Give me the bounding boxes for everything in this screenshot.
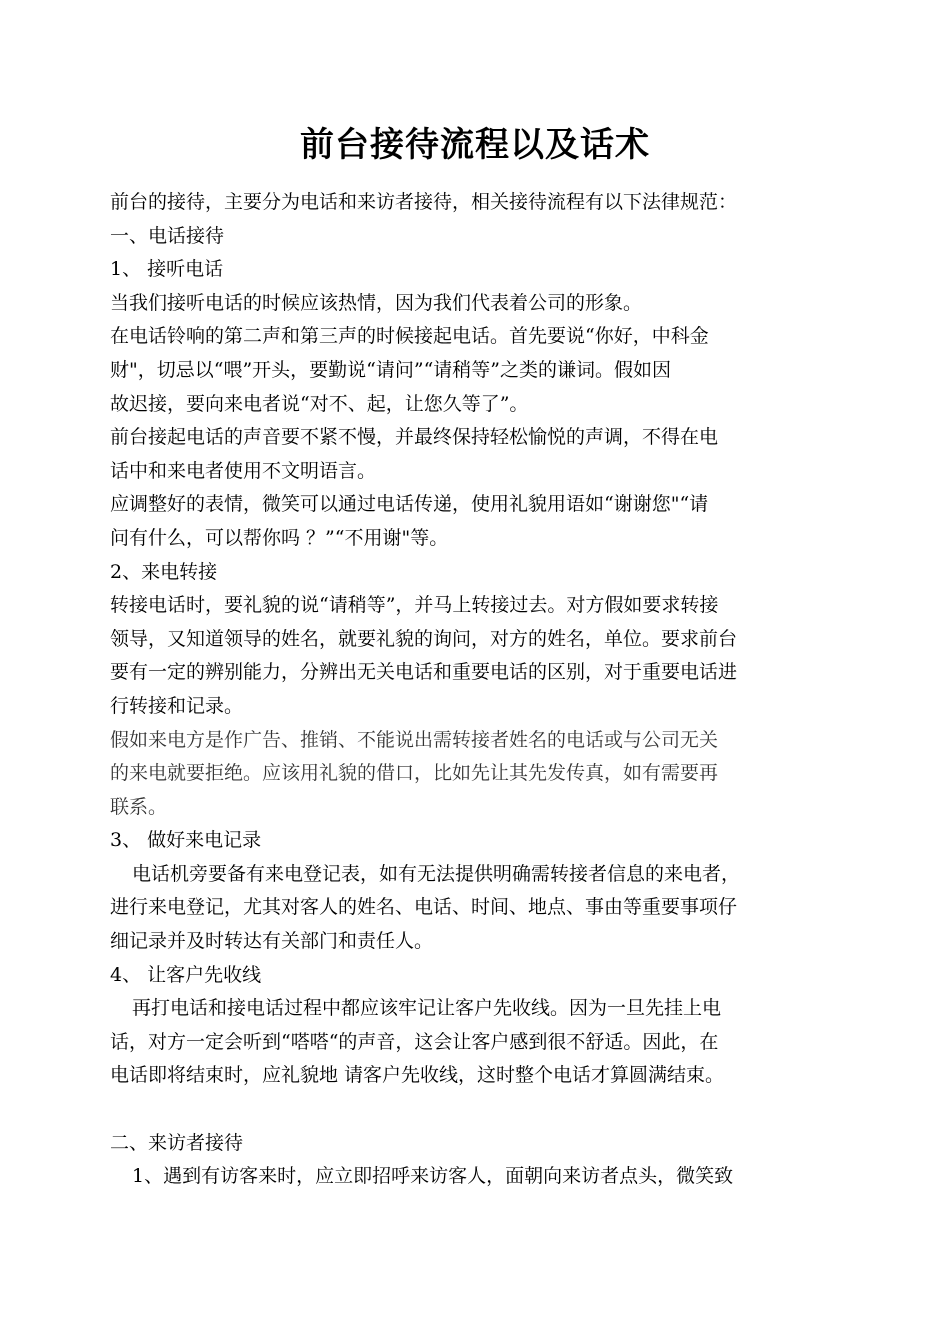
subheading-answer-phone: 1、 接听电话: [110, 258, 224, 281]
paragraph-line: 再打电话和接电话过程中都应该牢记让客户先收线。因为一旦先挂上电: [132, 997, 722, 1020]
paragraph-line: 财"，切忌以“喂”开头，要勤说“请问”“请稍等”之类的谦词。假如因: [110, 358, 672, 381]
paragraph-line: 假如来电方是作广告、推销、不能说出需转接者姓名的电话或与公司无关: [110, 728, 719, 751]
paragraph-line: 话中和来电者使用不文明语言。: [110, 459, 377, 482]
paragraph-line: 1、遇到有访客来时，应立即招呼来访客人，面朝向来访者点头，微笑致: [132, 1165, 734, 1188]
paragraph-line: 要有一定的辨别能力，分辨出无关电话和重要电话的区别，对于重要电话进: [110, 661, 738, 684]
paragraph-line: 领导，又知道领导的姓名，就要礼貌的询问，对方的姓名，单位。要求前台: [110, 627, 738, 650]
section-heading-phone: 一、电话接待: [110, 224, 225, 247]
paragraph-line: 进行来电登记，尤其对客人的姓名、电话、时间、地点、事由等重要事项仔: [110, 896, 738, 919]
paragraph-line: 前台接起电话的声音要不紧不慢，并最终保持轻松愉悦的声调，不得在电: [110, 426, 719, 449]
paragraph-line: 联系。: [110, 795, 168, 818]
paragraph-line: 在电话铃响的第二声和第三声的时候接起电话。首先要说“你好，中科金: [110, 325, 709, 348]
paragraph-line: 应调整好的表情，微笑可以通过电话传递，使用礼貌用语如“谢谢您"“请: [110, 493, 709, 516]
intro-paragraph: 前台的接待，主要分为电话和来访者接待，相关接待流程有以下法律规范：: [110, 191, 738, 213]
paragraph-line: 话，对方一定会听到“嗒嗒“的声音，这会让客户感到很不舒适。因此，在: [110, 1030, 719, 1053]
document-title: 前台接待流程以及话术: [300, 125, 650, 165]
paragraph-line: 行转接和记录。: [110, 694, 244, 717]
paragraph-line: 当我们接听电话的时候应该热情，因为我们代表着公司的形象。: [110, 291, 643, 314]
paragraph-line: 细记录并及时转达有关部门和责任人。: [110, 930, 434, 953]
blank-line: [110, 1093, 845, 1127]
paragraph-line: 故迟接，要向来电者说“对不、起，让您久等了”。: [110, 392, 529, 415]
paragraph-line: 的来电就要拒绝。应该用礼貌的借口，比如先让其先发传真，如有需要再: [110, 762, 719, 785]
paragraph-line: 转接电话时，要礼貌的说“请稍等”，并马上转接过去。对方假如要求转接: [110, 594, 719, 617]
subheading-call-transfer: 2、来电转接: [110, 560, 218, 583]
section-heading-visitor: 二、来访者接待: [110, 1131, 244, 1154]
paragraph-line: 问有什么，可以帮你吗 ？”“不用谢"等。: [110, 526, 449, 549]
document-body: [110, 186, 845, 1194]
subheading-customer-hangup: 4、 让客户先收线: [110, 963, 262, 986]
subheading-call-record: 3、 做好来电记录: [110, 829, 262, 852]
paragraph-line: 电话即将结束时，应礼貌地 请客户先收线，这时整个电话才算圆满结束。: [110, 1064, 725, 1087]
paragraph-line: 电话机旁要备有来电登记表，如有无法提供明确需转接者信息的来电者，: [132, 862, 741, 885]
